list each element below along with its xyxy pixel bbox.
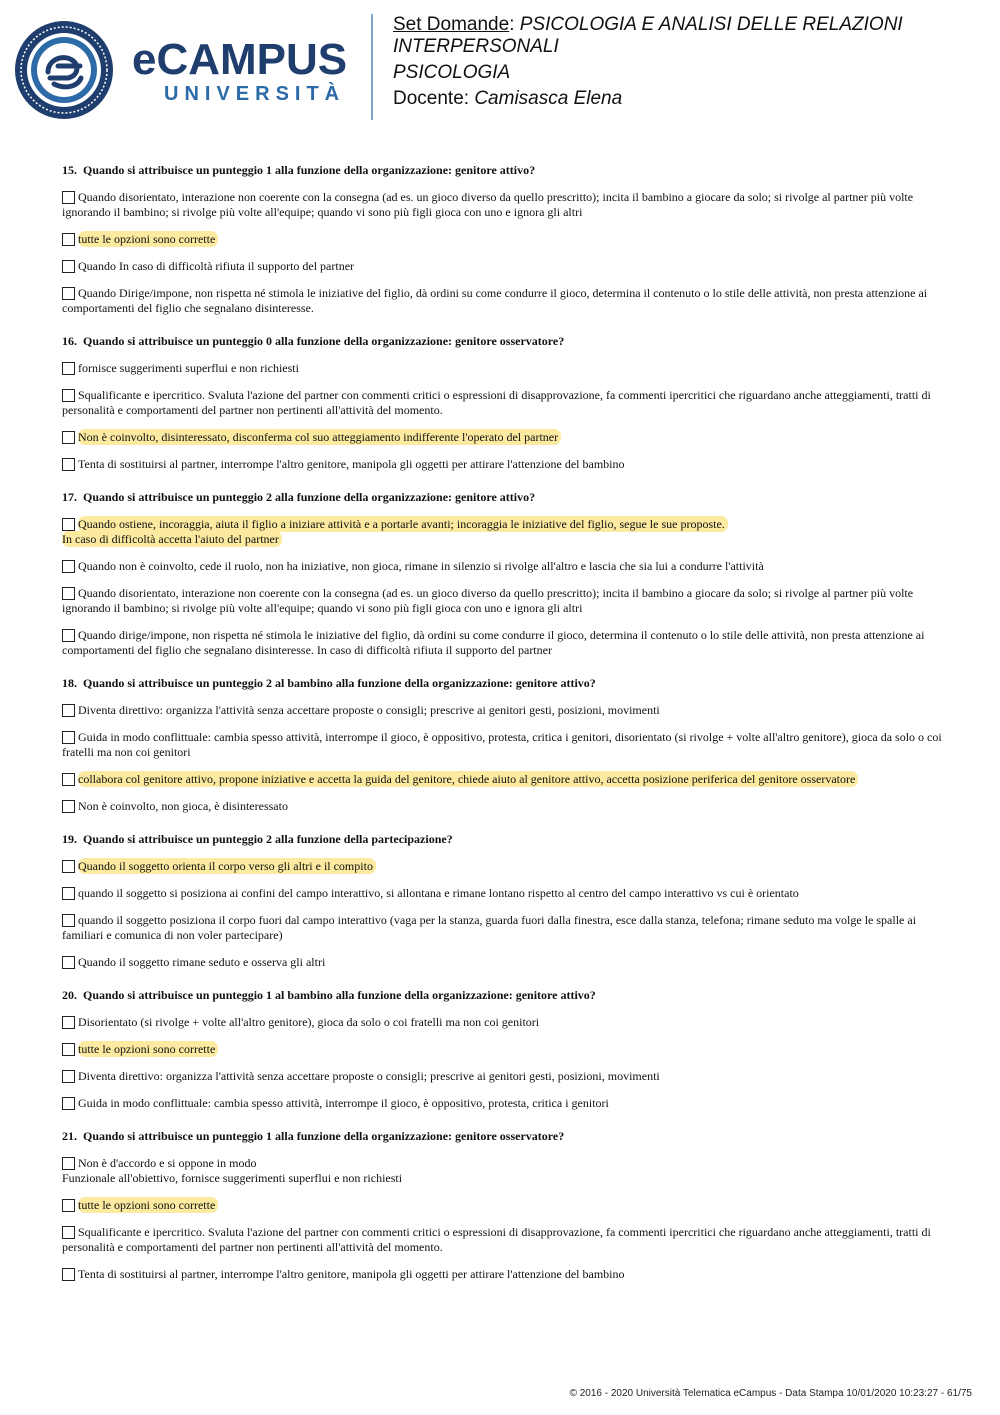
answer-text: Quando disorientato, interazione non coerente con la consegna (ad es. un gioco diverso da quello prescritto); incita il bambino a giocare da solo; si rivolge al partner più volte ignorando il bambino; si rivolge più volte all'equipe; quando vi sono più figli gioca con uno e ignora gli altri bbox=[62, 586, 914, 615]
teacher-name: Camisasca Elena bbox=[474, 88, 623, 109]
checkbox[interactable] bbox=[62, 800, 75, 813]
answer-option[interactable] bbox=[62, 913, 942, 943]
answer-option[interactable] bbox=[62, 1156, 942, 1186]
answer-text-highlighted: tutte le opzioni sono corrette bbox=[78, 231, 218, 247]
checkbox[interactable] bbox=[62, 233, 75, 246]
question-21 bbox=[62, 1129, 942, 1282]
question-title bbox=[62, 163, 942, 178]
ecampus-wordmark bbox=[132, 35, 357, 118]
answer-option[interactable] bbox=[62, 628, 942, 658]
checkbox[interactable] bbox=[62, 362, 75, 375]
question-19 bbox=[62, 832, 942, 970]
checkbox[interactable] bbox=[62, 773, 75, 786]
course-line: Set Domande: PSICOLOGIA E ANALISI DELLE RELAZIONI INTERPERSONALI bbox=[393, 14, 903, 57]
question-number: 18. bbox=[62, 676, 77, 690]
answer-text-highlighted: collabora col genitore attivo, propone iniziative e accetta la guida del genitore, chiede aiuto al genitore attivo, accetta posizione periferica del genitore osservatore bbox=[78, 771, 858, 787]
answer-text-highlighted: Quando il soggetto orienta il corpo verso gli altri e il compito bbox=[78, 858, 376, 874]
answer-option[interactable] bbox=[62, 955, 942, 970]
answer-text: Squalificante e ipercritico. Svaluta l'azione del partner con commenti critici o espressioni di disapprovazione, fa commenti ipercritici che riguardano anche atteggiamenti, tratti di personalità e comportamenti del partner non pertinenti all'attività del momento. bbox=[62, 1225, 931, 1254]
answer-option[interactable] bbox=[62, 361, 942, 376]
answer-text: Guida in modo conflittuale: cambia spesso attività, interrompe il gioco, è oppositivo, protesta, critica i genitori, disorientato (si rivolge + volte all'altro genitore), gioca da solo o coi fratelli ma non coi genitori bbox=[62, 730, 942, 759]
question-text: Quando si attribuisce un punteggio 0 alla funzione della organizzazione: genitore osservatore? bbox=[83, 334, 565, 348]
checkbox[interactable] bbox=[62, 260, 75, 273]
question-text: Quando si attribuisce un punteggio 1 alla funzione della organizzazione: genitore attivo? bbox=[83, 163, 536, 177]
answer-text: Guida in modo conflittuale: cambia spesso attività, interrompe il gioco, è oppositivo, protesta, critica i genitori bbox=[78, 1096, 609, 1110]
question-16 bbox=[62, 334, 942, 472]
answer-option-correct[interactable] bbox=[62, 517, 942, 547]
answer-text: quando il soggetto posiziona il corpo fuori dal campo interattivo (vaga per la stanza, guarda fuori dalla finestra, esce dalla stanza, telefona; rimane seduto ma volge le spalle ai familiari e comunica di non voler partecipare) bbox=[62, 913, 917, 942]
answer-option-correct[interactable] bbox=[62, 430, 942, 445]
subject-line bbox=[393, 62, 983, 84]
questions-list bbox=[62, 163, 942, 1300]
checkbox[interactable] bbox=[62, 704, 75, 717]
question-number: 15. bbox=[62, 163, 77, 177]
answer-option[interactable] bbox=[62, 259, 942, 274]
question-18 bbox=[62, 676, 942, 814]
question-17 bbox=[62, 490, 942, 658]
checkbox[interactable] bbox=[62, 1043, 75, 1056]
answer-option[interactable] bbox=[62, 1069, 942, 1084]
question-title bbox=[62, 988, 942, 1003]
checkbox[interactable] bbox=[62, 389, 75, 402]
answer-option[interactable] bbox=[62, 703, 942, 718]
checkbox[interactable] bbox=[62, 731, 75, 744]
checkbox[interactable] bbox=[62, 560, 75, 573]
question-title bbox=[62, 490, 942, 505]
answer-option[interactable] bbox=[62, 886, 942, 901]
question-text: Quando si attribuisce un punteggio 1 alla funzione della organizzazione: genitore osservatore? bbox=[83, 1129, 565, 1143]
answer-option-correct[interactable] bbox=[62, 772, 942, 787]
page-header bbox=[0, 0, 1000, 130]
question-text: Quando si attribuisce un punteggio 2 al bambino alla funzione della organizzazione: genitore attivo? bbox=[83, 676, 596, 690]
checkbox[interactable] bbox=[62, 431, 75, 444]
answer-option[interactable] bbox=[62, 388, 942, 418]
answer-text: Diventa direttivo: organizza l'attività senza accettare proposte o consigli; prescrive ai genitori gesti, posizioni, movimenti bbox=[78, 703, 660, 717]
answer-text-highlighted: Non è coinvolto, disinteressato, disconferma col suo atteggiamento indifferente l'operato del partner bbox=[78, 429, 561, 445]
checkbox[interactable] bbox=[62, 1268, 75, 1281]
answer-option[interactable] bbox=[62, 730, 942, 760]
answer-option[interactable] bbox=[62, 190, 942, 220]
checkbox[interactable] bbox=[62, 914, 75, 927]
answer-text: Quando dirige/impone, non rispetta né stimola le iniziative del figlio, dà ordini su come condurre il gioco, determina il contenuto o lo stile delle attività, non presta attenzione ai comportamenti del figlio che segnalano disinteresse. In caso di difficoltà rifiuta il supporto del partner bbox=[62, 628, 925, 657]
question-title bbox=[62, 1129, 942, 1144]
header-divider bbox=[371, 14, 373, 120]
answer-text: Quando In caso di difficoltà rifiuta il supporto del partner bbox=[78, 259, 355, 273]
course-title: PSICOLOGIA E ANALISI DELLE RELAZIONI INTERPERSONALI bbox=[393, 14, 903, 57]
answer-option[interactable] bbox=[62, 286, 942, 316]
checkbox[interactable] bbox=[62, 1097, 75, 1110]
checkbox[interactable] bbox=[62, 518, 75, 531]
answer-text: fornisce suggerimenti superflui e non richiesti bbox=[78, 361, 299, 375]
checkbox[interactable] bbox=[62, 887, 75, 900]
set-label: Set Domande bbox=[393, 14, 510, 35]
answer-option-correct[interactable] bbox=[62, 859, 942, 874]
answer-text-highlighted: tutte le opzioni sono corrette bbox=[78, 1197, 218, 1213]
answer-option-correct[interactable] bbox=[62, 1042, 942, 1057]
question-number: 19. bbox=[62, 832, 77, 846]
checkbox[interactable] bbox=[62, 1226, 75, 1239]
question-number: 16. bbox=[62, 334, 77, 348]
question-20 bbox=[62, 988, 942, 1111]
question-number: 20. bbox=[62, 988, 77, 1002]
answer-text: Non è d'accordo e si oppone in modo Funzionale all'obiettivo, fornisce suggerimenti superflui e non richiesti bbox=[62, 1156, 403, 1185]
answer-option-correct[interactable] bbox=[62, 1198, 942, 1213]
checkbox[interactable] bbox=[62, 191, 75, 204]
teacher-label: Docente: bbox=[393, 88, 470, 109]
answer-text: Non è coinvolto, non gioca, è disinteressato bbox=[78, 799, 288, 813]
answer-option[interactable] bbox=[62, 1015, 942, 1030]
answer-option-correct[interactable] bbox=[62, 232, 942, 247]
answer-text: Quando disorientato, interazione non coerente con la consegna (ad es. un gioco diverso da quello prescritto); incita il bambino a giocare da solo; si rivolge al partner più volte ignorando il bambino; si rivolge più volte all'equipe; quando vi sono più figli gioca con uno e ignora gli altri bbox=[62, 190, 914, 219]
answer-text: Quando non è coinvolto, cede il ruolo, non ha iniziative, non gioca, rimane in silenzio si rivolge all'altro e lascia che sia lui a condurre l'attività bbox=[78, 559, 764, 573]
answer-option[interactable] bbox=[62, 799, 942, 814]
checkbox[interactable] bbox=[62, 1070, 75, 1083]
checkbox[interactable] bbox=[62, 458, 75, 471]
page-footer: © 2016 - 2020 Università Telematica eCampus - Data Stampa 10/01/2020 10:23:27 - 61/75 bbox=[569, 1388, 972, 1399]
checkbox[interactable] bbox=[62, 1157, 75, 1170]
answer-text: Tenta di sostituirsi al partner, interrompe l'altro genitore, manipola gli oggetti per attirare l'attenzione del bambino bbox=[78, 1267, 625, 1281]
ecampus-seal-logo bbox=[14, 20, 114, 120]
answer-option[interactable] bbox=[62, 586, 942, 616]
answer-text: quando il soggetto si posiziona ai confini del campo interattivo, si allontana e rimane lontano rispetto al centro del campo interattivo vs cui è orientato bbox=[78, 886, 799, 900]
answer-text: Tenta di sostituirsi al partner, interrompe l'altro genitore, manipola gli oggetti per attirare l'attenzione del bambino bbox=[78, 457, 625, 471]
answer-text: Quando Dirige/impone, non rispetta né stimola le iniziative del figlio, dà ordini su come condurre il gioco, determina il contenuto o lo stile delle attività, non presta attenzione ai comportamenti del figlio che segnalano disinteresse. bbox=[62, 286, 928, 315]
question-text: Quando si attribuisce un punteggio 2 alla funzione della organizzazione: genitore attivo? bbox=[83, 490, 536, 504]
answer-text-highlighted: tutte le opzioni sono corrette bbox=[78, 1041, 218, 1057]
logo-sub-text: UNIVERSITÀ bbox=[164, 83, 346, 105]
question-15 bbox=[62, 163, 942, 316]
header-info bbox=[393, 14, 983, 110]
checkbox[interactable] bbox=[62, 587, 75, 600]
answer-text-highlighted: Quando ostiene, incoraggia, aiuta il figlio a iniziare attività e a portarle avanti; incoraggia le iniziative del figlio, segue le sue proposte. In caso di difficoltà accetta l'aiuto del partner bbox=[62, 516, 728, 547]
answer-option[interactable] bbox=[62, 457, 942, 472]
answer-option[interactable] bbox=[62, 1096, 942, 1111]
answer-text: Squalificante e ipercritico. Svaluta l'azione del partner con commenti critici o espressioni di disapprovazione, fa commenti ipercritici che riguardano anche atteggiamenti, tratti di personalità e comportamenti del partner non pertinenti all'attività del momento. bbox=[62, 388, 931, 417]
answer-text: Disorientato (si rivolge + volte all'altro genitore), gioca da solo o coi fratelli ma non coi genitori bbox=[78, 1015, 540, 1029]
answer-option[interactable] bbox=[62, 559, 942, 574]
question-text: Quando si attribuisce un punteggio 1 al bambino alla funzione della organizzazione: genitore attivo? bbox=[83, 988, 596, 1002]
question-title bbox=[62, 334, 942, 349]
teacher-line bbox=[393, 88, 983, 110]
answer-option[interactable] bbox=[62, 1225, 942, 1255]
question-text: Quando si attribuisce un punteggio 2 alla funzione della partecipazione? bbox=[83, 832, 453, 846]
answer-option[interactable] bbox=[62, 1267, 942, 1282]
subject-name: PSICOLOGIA bbox=[393, 62, 511, 83]
question-title bbox=[62, 832, 942, 847]
question-number: 21. bbox=[62, 1129, 77, 1143]
checkbox[interactable] bbox=[62, 860, 75, 873]
question-title bbox=[62, 676, 942, 691]
answer-text: Quando il soggetto rimane seduto e osserva gli altri bbox=[78, 955, 326, 969]
question-number: 17. bbox=[62, 490, 77, 504]
checkbox[interactable] bbox=[62, 1199, 75, 1212]
checkbox[interactable] bbox=[62, 629, 75, 642]
checkbox[interactable] bbox=[62, 1016, 75, 1029]
logo-brand-text: eCAMPUS bbox=[132, 35, 348, 84]
checkbox[interactable] bbox=[62, 956, 75, 969]
answer-text: Diventa direttivo: organizza l'attività senza accettare proposte o consigli; prescrive ai genitori gesti, posizioni, movimenti bbox=[78, 1069, 660, 1083]
checkbox[interactable] bbox=[62, 287, 75, 300]
